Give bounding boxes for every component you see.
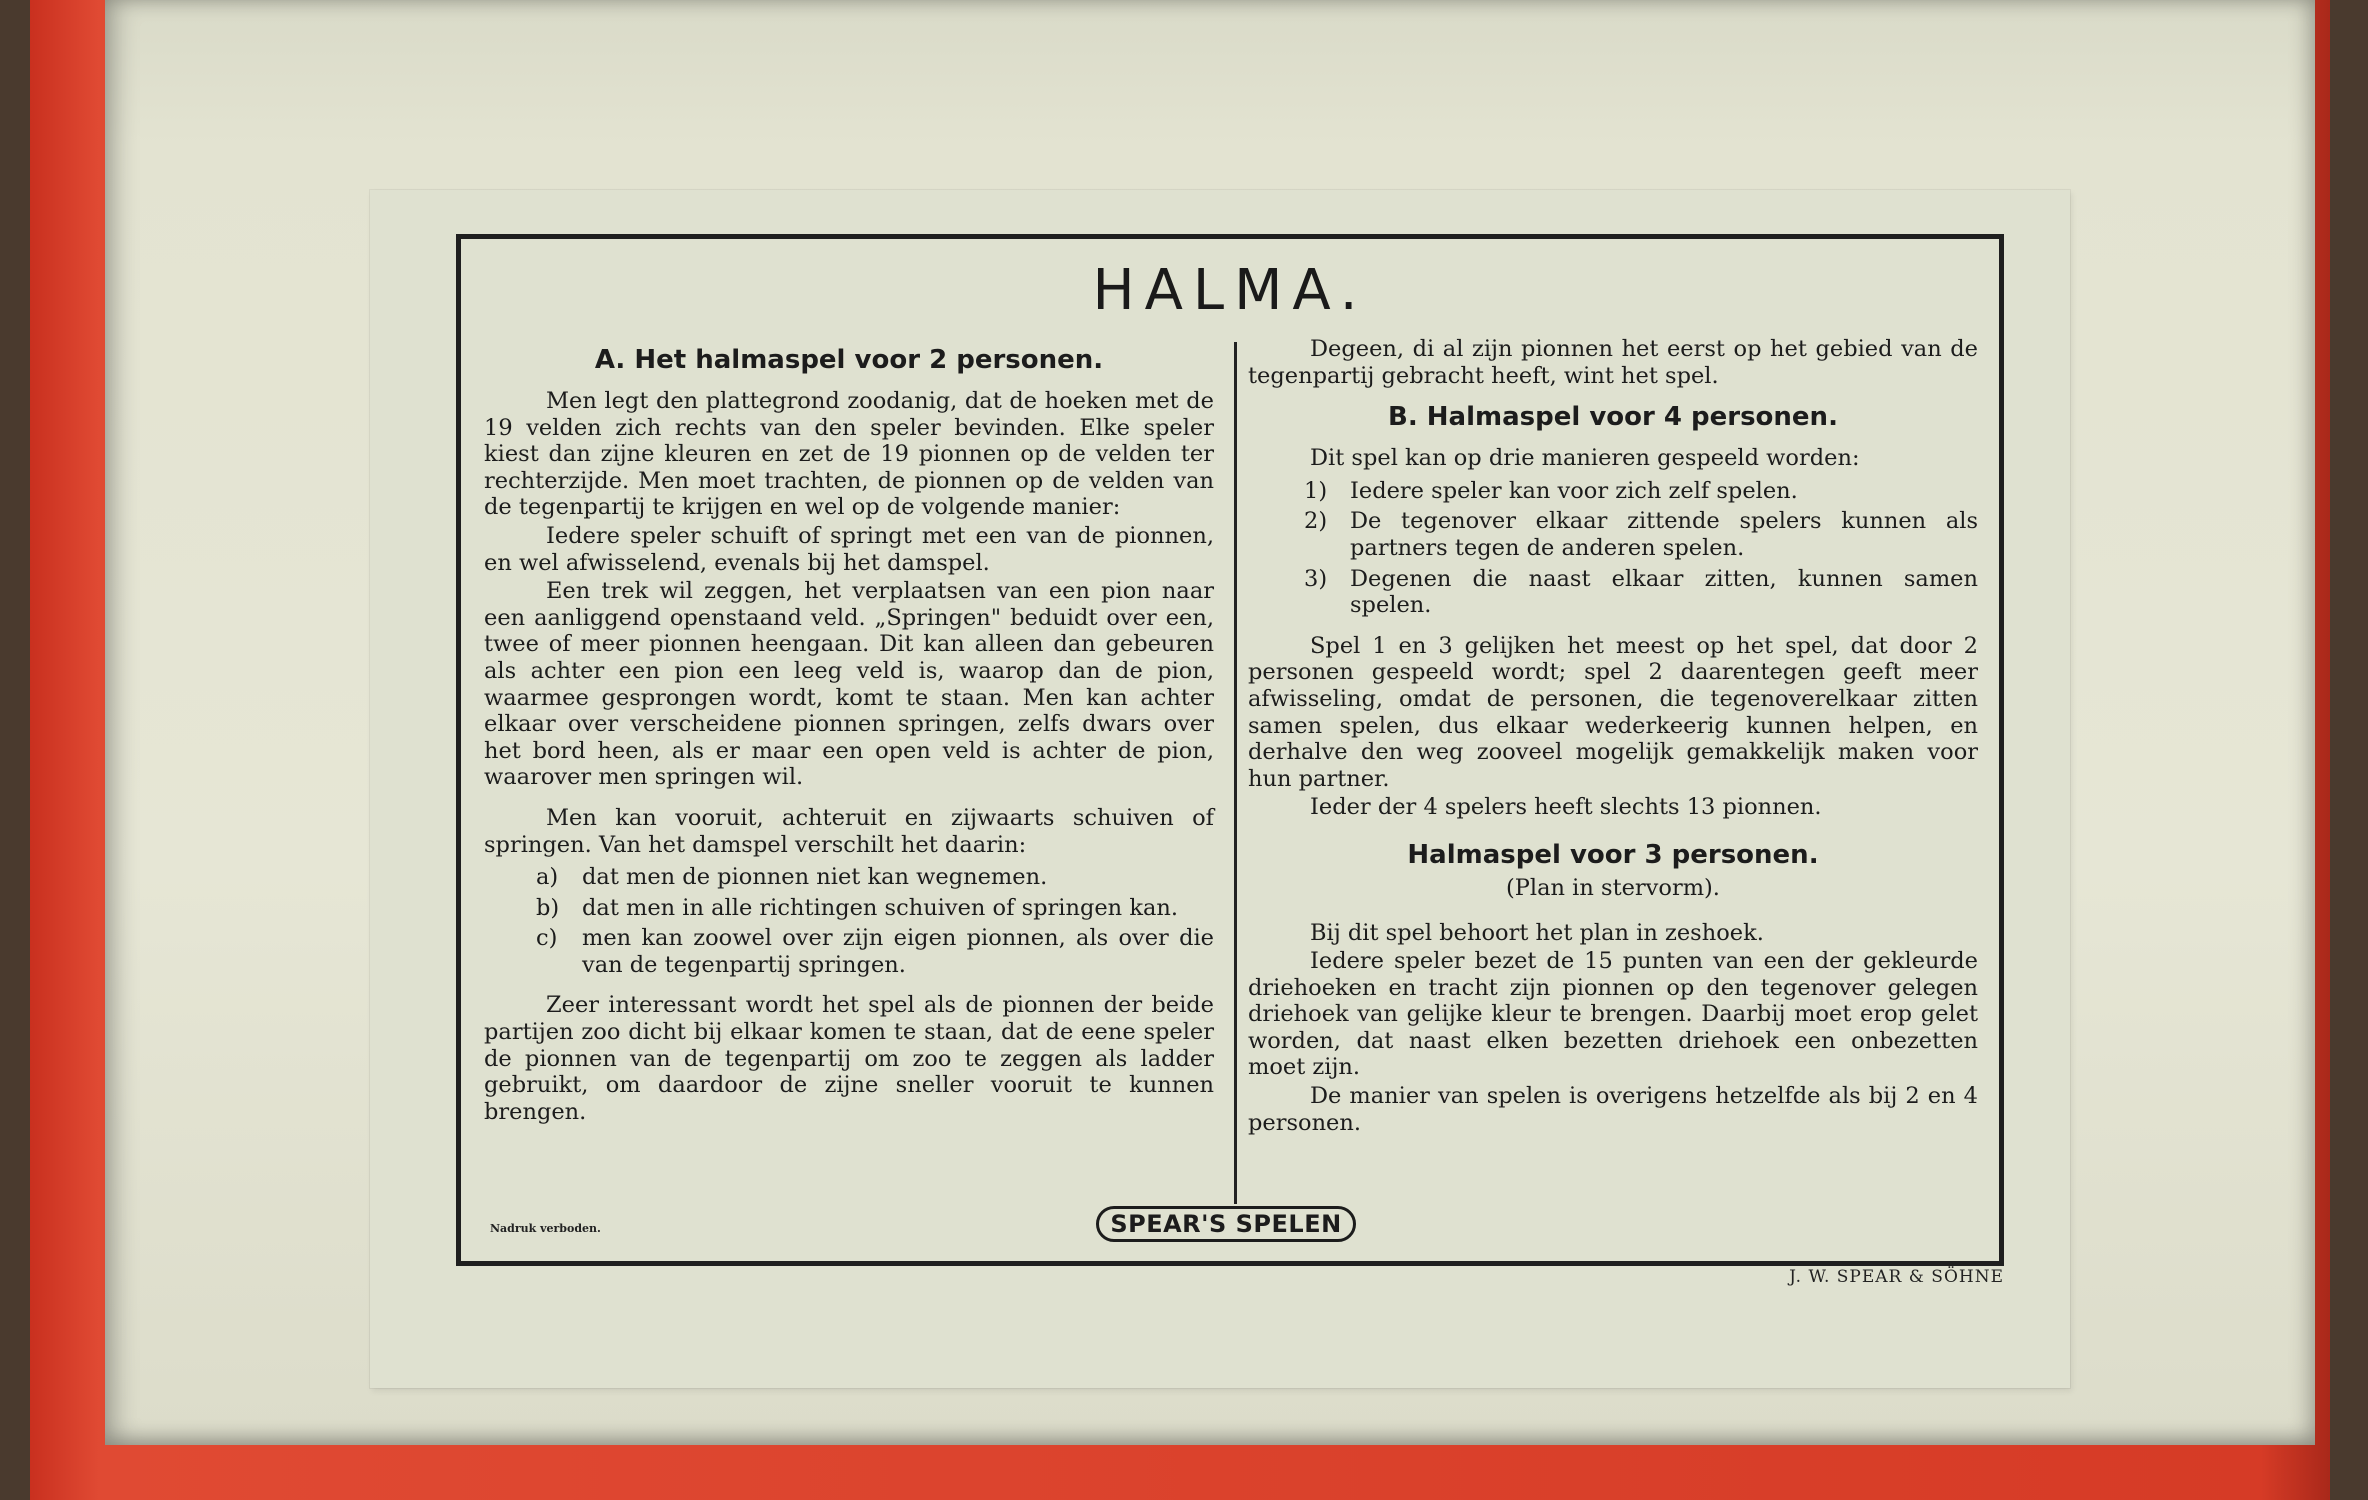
section-c-heading: Halmaspel voor 3 personen. <box>1407 839 1819 870</box>
section-b-paragraph-2: Ieder der 4 spelers heeft slechts 13 pionnen. <box>1310 794 1822 821</box>
list-item <box>1304 566 1978 619</box>
section-a-paragraph-5: Zeer interessant wordt het spel als de pionnen der beide partijen zoo dicht bij elkaar komen te staan, dat de eene speler de pionnen van de tegenpartij om zoo te zeggen als ladder gebruikt, om daardoor de zijne sneller vooruit te kunnen brengen. <box>484 992 1214 1125</box>
list-item-label: a) <box>536 864 559 891</box>
list-item-text: De tegenover elkaar zittende spelers kunnen als partners tegen de anderen spelen. <box>1350 508 1978 561</box>
section-a-list <box>536 864 1214 978</box>
section-a-paragraph-4: Men kan vooruit, achteruit en zijwaarts schuiven of springen. Van het damspel verschilt het daarin: <box>484 804 1214 858</box>
section-c-subheading: (Plan in stervorm). <box>1506 874 1720 901</box>
list-item-text: Iedere speler kan voor zich zelf spelen. <box>1350 477 1798 504</box>
section-a-paragraph-2: Iedere speler schuift of springt met een van de pionnen, en wel afwisselend, evenals bij het damspel. <box>484 522 1214 576</box>
section-a-paragraph-1: Men legt den plattegrond zoodanig, dat de hoeken met de 19 velden zich rechts van den speler bevinden. Elke speler kiest dan zijne kleuren en zet de 19 pionnen op de velden ter rechterzijde. Men moet trachten, de pionnen op de velden van de tegenpartij te krijgen en wel op de volgende manier: <box>484 388 1214 521</box>
section-a-paragraph-3: Een trek wil zeggen, het verplaatsen van een pion naar een aanliggend openstaand veld. „Springen" beduidt over een, twee of meer pionnen heengaan. Dit kan alleen dan gebeuren als achter een pion een leeg veld is, waarop dan de pion, waarmee gesprongen wordt, komt te staan. Men kan achter elkaar over verscheidene pionnen springen, zelfs dwars over het bord heen, als er maar een open veld is achter de pion, waarover men springen wil. <box>484 578 1214 791</box>
section-b-heading: B. Halmaspel voor 4 personen. <box>1388 402 1838 433</box>
list-item <box>536 864 1214 891</box>
section-b-paragraph-1: Spel 1 en 3 gelijken het meest op het spel, dat door 2 personen gespeeld wordt; spel 2 daarentegen geeft meer afwisseling, omdat de personen, die tegenoverelkaar zitten samen spelen, dus elkaar wederkeerig kunnen helpen, en derhalve den weg zooveel mogelijk gemakkelijk maken voor hun partner. <box>1248 632 1978 792</box>
list-item-text: Degenen die naast elkaar zitten, kunnen samen spelen. <box>1350 565 1978 619</box>
list-item-label: 3) <box>1304 565 1328 592</box>
list-item <box>1304 478 1978 505</box>
section-c-paragraph-3: De manier van spelen is overigens hetzelfde als bij 2 en 4 personen. <box>1248 1083 1978 1136</box>
reprint-notice: Nadruk verboden. <box>490 1222 601 1235</box>
list-item-text: dat men in alle richtingen schuiven of springen kan. <box>582 894 1179 921</box>
section-a-conclusion: Degeen, di al zijn pionnen het eerst op het gebied van de tegenpartij gebracht heeft, wint het spel. <box>1248 336 1978 389</box>
list-item-label: 1) <box>1304 477 1328 504</box>
list-item-text: dat men de pionnen niet kan wegnemen. <box>582 864 1048 891</box>
list-item-label: b) <box>536 894 560 921</box>
list-item <box>536 925 1214 978</box>
column-divider <box>1234 342 1237 1204</box>
section-b-intro: Dit spel kan op drie manieren gespeeld worden: <box>1310 445 1860 472</box>
list-item-label: 2) <box>1304 508 1328 535</box>
list-item-label: c) <box>536 925 558 952</box>
section-b-list <box>1304 478 1978 619</box>
list-item <box>1304 508 1978 561</box>
section-c-paragraph-1: Bij dit spel behoort het plan in zeshoek. <box>1310 919 1764 946</box>
page-title: HALMA. <box>1092 258 1368 323</box>
right-column <box>1248 336 1978 1138</box>
section-a-heading: A. Het halmaspel voor 2 personen. <box>594 345 1104 375</box>
spears-spelen-logo: SPEAR'S SPELEN <box>1096 1206 1356 1242</box>
section-c-paragraph-2: Iedere speler bezet de 15 punten van een der gekleurde driehoeken en tracht zijn pionnen op den tegenover gelegen driehoek van gelijke kleur te brengen. Daarbij moet erop gelet worden, dat naast elken bezetten driehoek een onbezetten moet zijn. <box>1248 948 1978 1081</box>
publisher-name: J. W. SPEAR & SÖHNE <box>1789 1267 2004 1287</box>
left-column <box>484 344 1214 1127</box>
list-item-text: men kan zoowel over zijn eigen pionnen, als over die van de tegenpartij springen. <box>582 925 1214 978</box>
list-item <box>536 895 1214 922</box>
